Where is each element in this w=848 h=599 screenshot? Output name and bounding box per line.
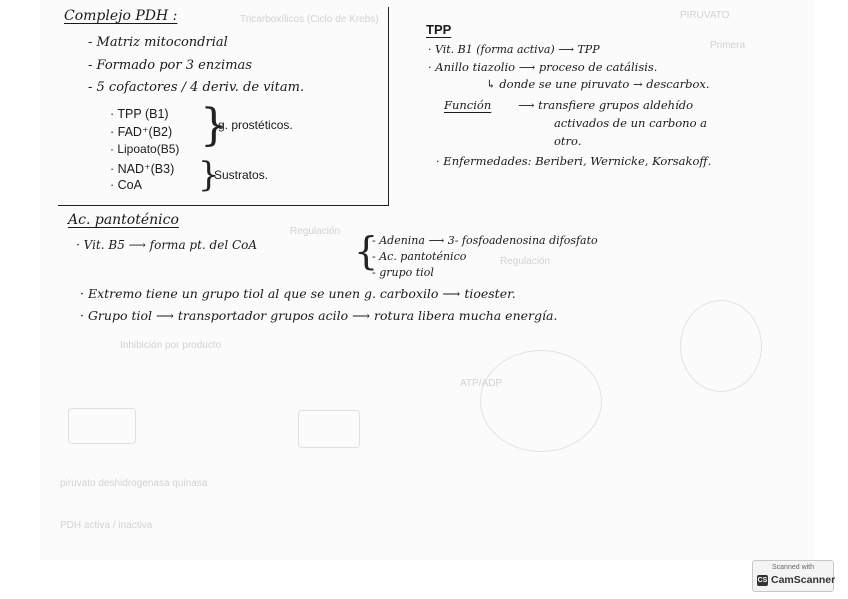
coa-component: - Ac. pantoténico	[372, 250, 467, 263]
tpp-line: · Anillo tiazolio ⟶ proceso de catálisis.	[428, 60, 658, 74]
pdh-item: - 5 cofactores / 4 deriv. de vitam.	[88, 80, 305, 95]
bleed-through-text: Tricarboxílicos (Ciclo de Krebs)	[240, 14, 379, 25]
funcion-text: ⟶ transfiere grupos aldehído	[518, 98, 694, 112]
funcion-text: activados de un carbono a	[554, 116, 708, 130]
camscanner-logo-icon: CS	[757, 577, 768, 584]
bleed-through-box	[298, 410, 360, 448]
tpp-line: ↳ donde se une piruvato → descarbox.	[486, 77, 710, 91]
pantotenico-line: · Vit. B5 ⟶ forma pt. del CoA	[76, 238, 258, 252]
bleed-through-text: PDH activa / inactiva	[60, 520, 153, 531]
bleed-through-circle	[680, 300, 762, 392]
cofactor-lipoato: · Lipoato(B5)	[110, 142, 180, 156]
camscanner-brand: CamScanner	[771, 574, 836, 586]
substrates-brace: }	[198, 155, 220, 195]
pdh-item: - Matriz mitocondrial	[88, 35, 228, 50]
pdh-title: Complejo PDH :	[64, 8, 178, 24]
cofactor-nad: · NAD⁺(B3)	[110, 162, 175, 176]
bleed-through-circle	[480, 350, 602, 452]
cofactor-fad: · FAD⁺(B2)	[110, 125, 173, 139]
enfermedades-line: · Enfermedades: Beriberi, Wernicke, Korsakoff.	[436, 154, 712, 168]
cofactor-tpp: · TPP (B1)	[110, 107, 169, 121]
substrates-label: Sustratos.	[214, 168, 269, 182]
bleed-through-text: ATP/ADP	[460, 378, 503, 389]
tpp-line: · Vit. B1 (forma activa) ⟶ TPP	[428, 43, 600, 56]
camscanner-badge	[752, 560, 834, 592]
tpp-title: TPP	[426, 22, 452, 37]
cofactor-coa: · CoA	[110, 178, 142, 192]
bleed-through-text: Inhibición por producto	[120, 340, 222, 351]
pantotenico-line: · Extremo tiene un grupo tiol al que se unen g. carboxilo ⟶ tioester.	[80, 286, 516, 301]
coa-components-brace: {	[354, 229, 379, 273]
pdh-item: - Formado por 3 enzimas	[88, 58, 252, 73]
funcion-label: Función	[444, 98, 492, 112]
pantotenico-title: Ac. pantoténico	[68, 212, 179, 228]
scanned-with-text: Scanned with	[771, 564, 815, 571]
bleed-through-text: PIRUVATO	[680, 10, 730, 21]
bleed-through-text: piruvato deshidrogenasa quinasa	[60, 478, 208, 489]
bleed-through-text: Regulación	[500, 256, 551, 267]
pantotenico-line: · Grupo tiol ⟶ transportador grupos acilo ⟶ rotura libera mucha energía.	[80, 308, 558, 323]
prosthetic-brace: }	[200, 100, 228, 151]
coa-component: - grupo tiol	[372, 266, 434, 279]
prosthetic-label: g. prostéticos.	[218, 118, 293, 132]
funcion-text: otro.	[554, 134, 582, 148]
bleed-through-text: Regulación	[290, 226, 341, 237]
bleed-through-box	[68, 408, 136, 444]
bleed-through-text: Primera	[710, 40, 746, 51]
coa-component: - Adenina ⟶ 3- fosfoadenosina difosfato	[372, 234, 598, 247]
